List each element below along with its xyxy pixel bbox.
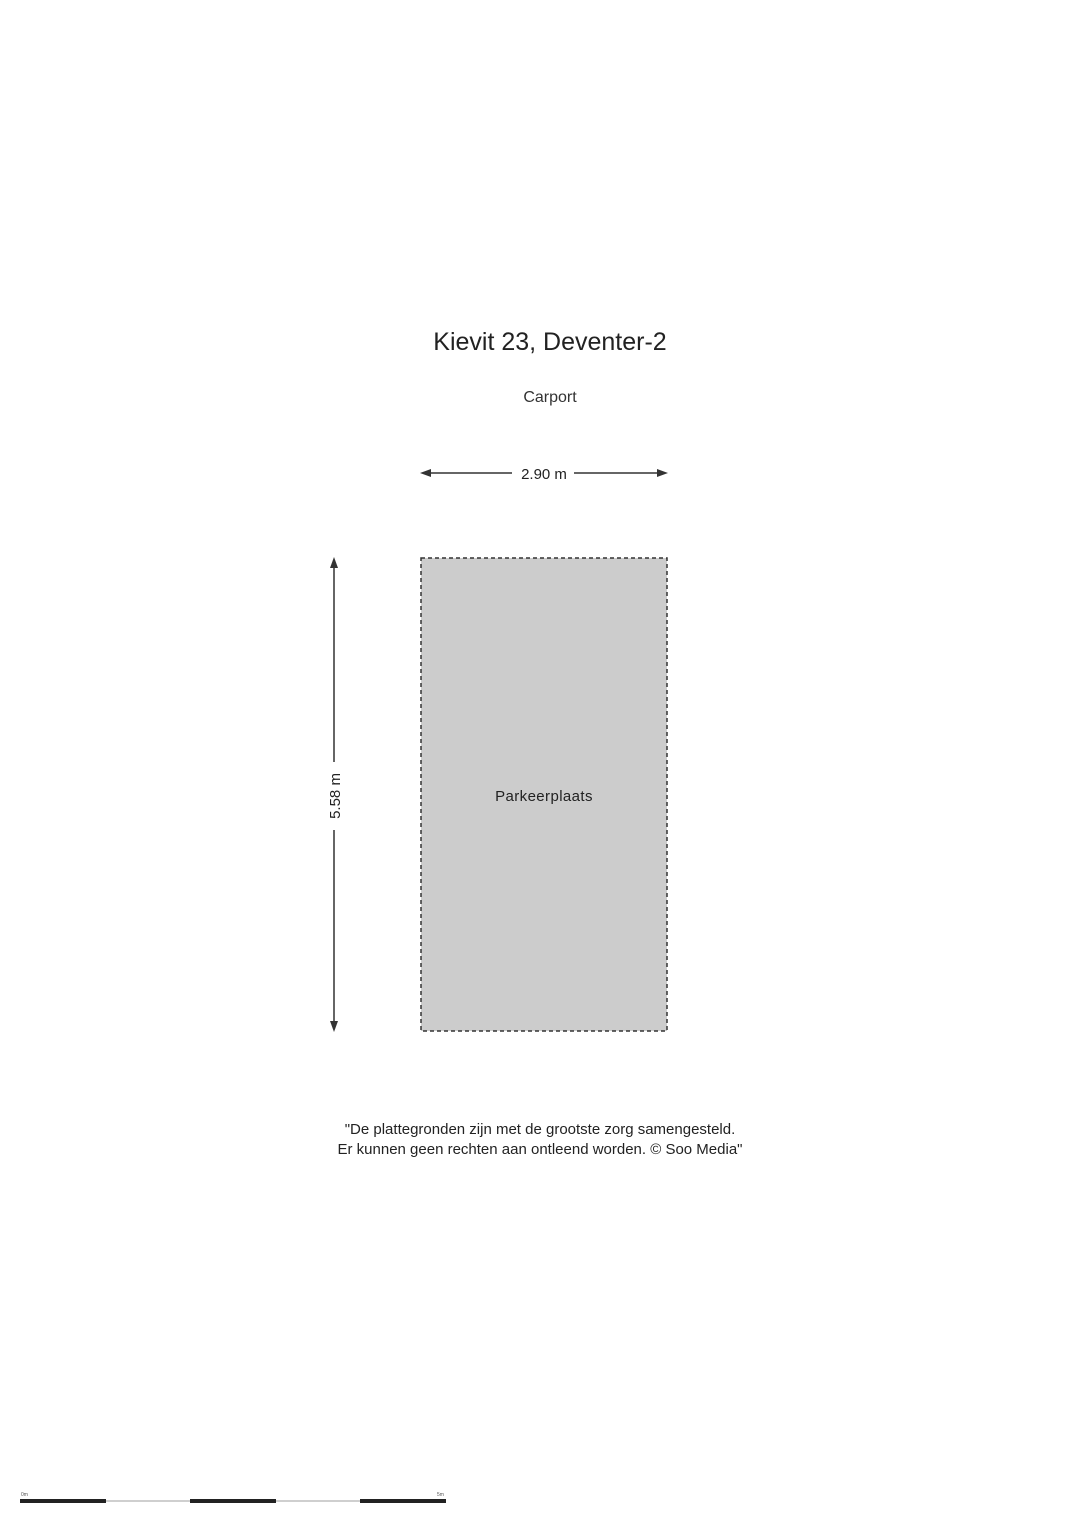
room-label: Parkeerplaats (495, 788, 593, 805)
arrow-up-icon (330, 557, 338, 568)
scale-bar-segment (276, 1500, 360, 1502)
disclaimer (290, 1120, 790, 1160)
disclaimer-line-2: Er kunnen geen rechten aan ontleend worden. © Soo Media" (337, 1141, 743, 1158)
arrow-down-icon (330, 1021, 338, 1032)
room-parkeerplaats (421, 558, 667, 1031)
scale-bar-end-label: 5m (437, 1492, 444, 1498)
floor-subtitle: Carport (523, 389, 577, 406)
width-dimension (420, 466, 668, 483)
depth-label: 5.58 m (327, 773, 344, 819)
scale-bar (20, 1492, 446, 1503)
depth-dimension (327, 557, 344, 1032)
arrow-left-icon (420, 469, 431, 477)
scale-bar-segment (360, 1499, 446, 1503)
scale-bar-start-label: 0m (21, 1492, 28, 1498)
scale-bar-segment (106, 1500, 190, 1502)
scale-bar-segment (20, 1499, 106, 1503)
arrow-right-icon (657, 469, 668, 477)
disclaimer-line-1: "De plattegronden zijn met de grootste zorg samengesteld. (344, 1121, 736, 1138)
scale-bar-segment (190, 1499, 276, 1503)
width-label: 2.90 m (521, 466, 567, 483)
plan-title: Kievit 23, Deventer-2 (433, 328, 667, 356)
